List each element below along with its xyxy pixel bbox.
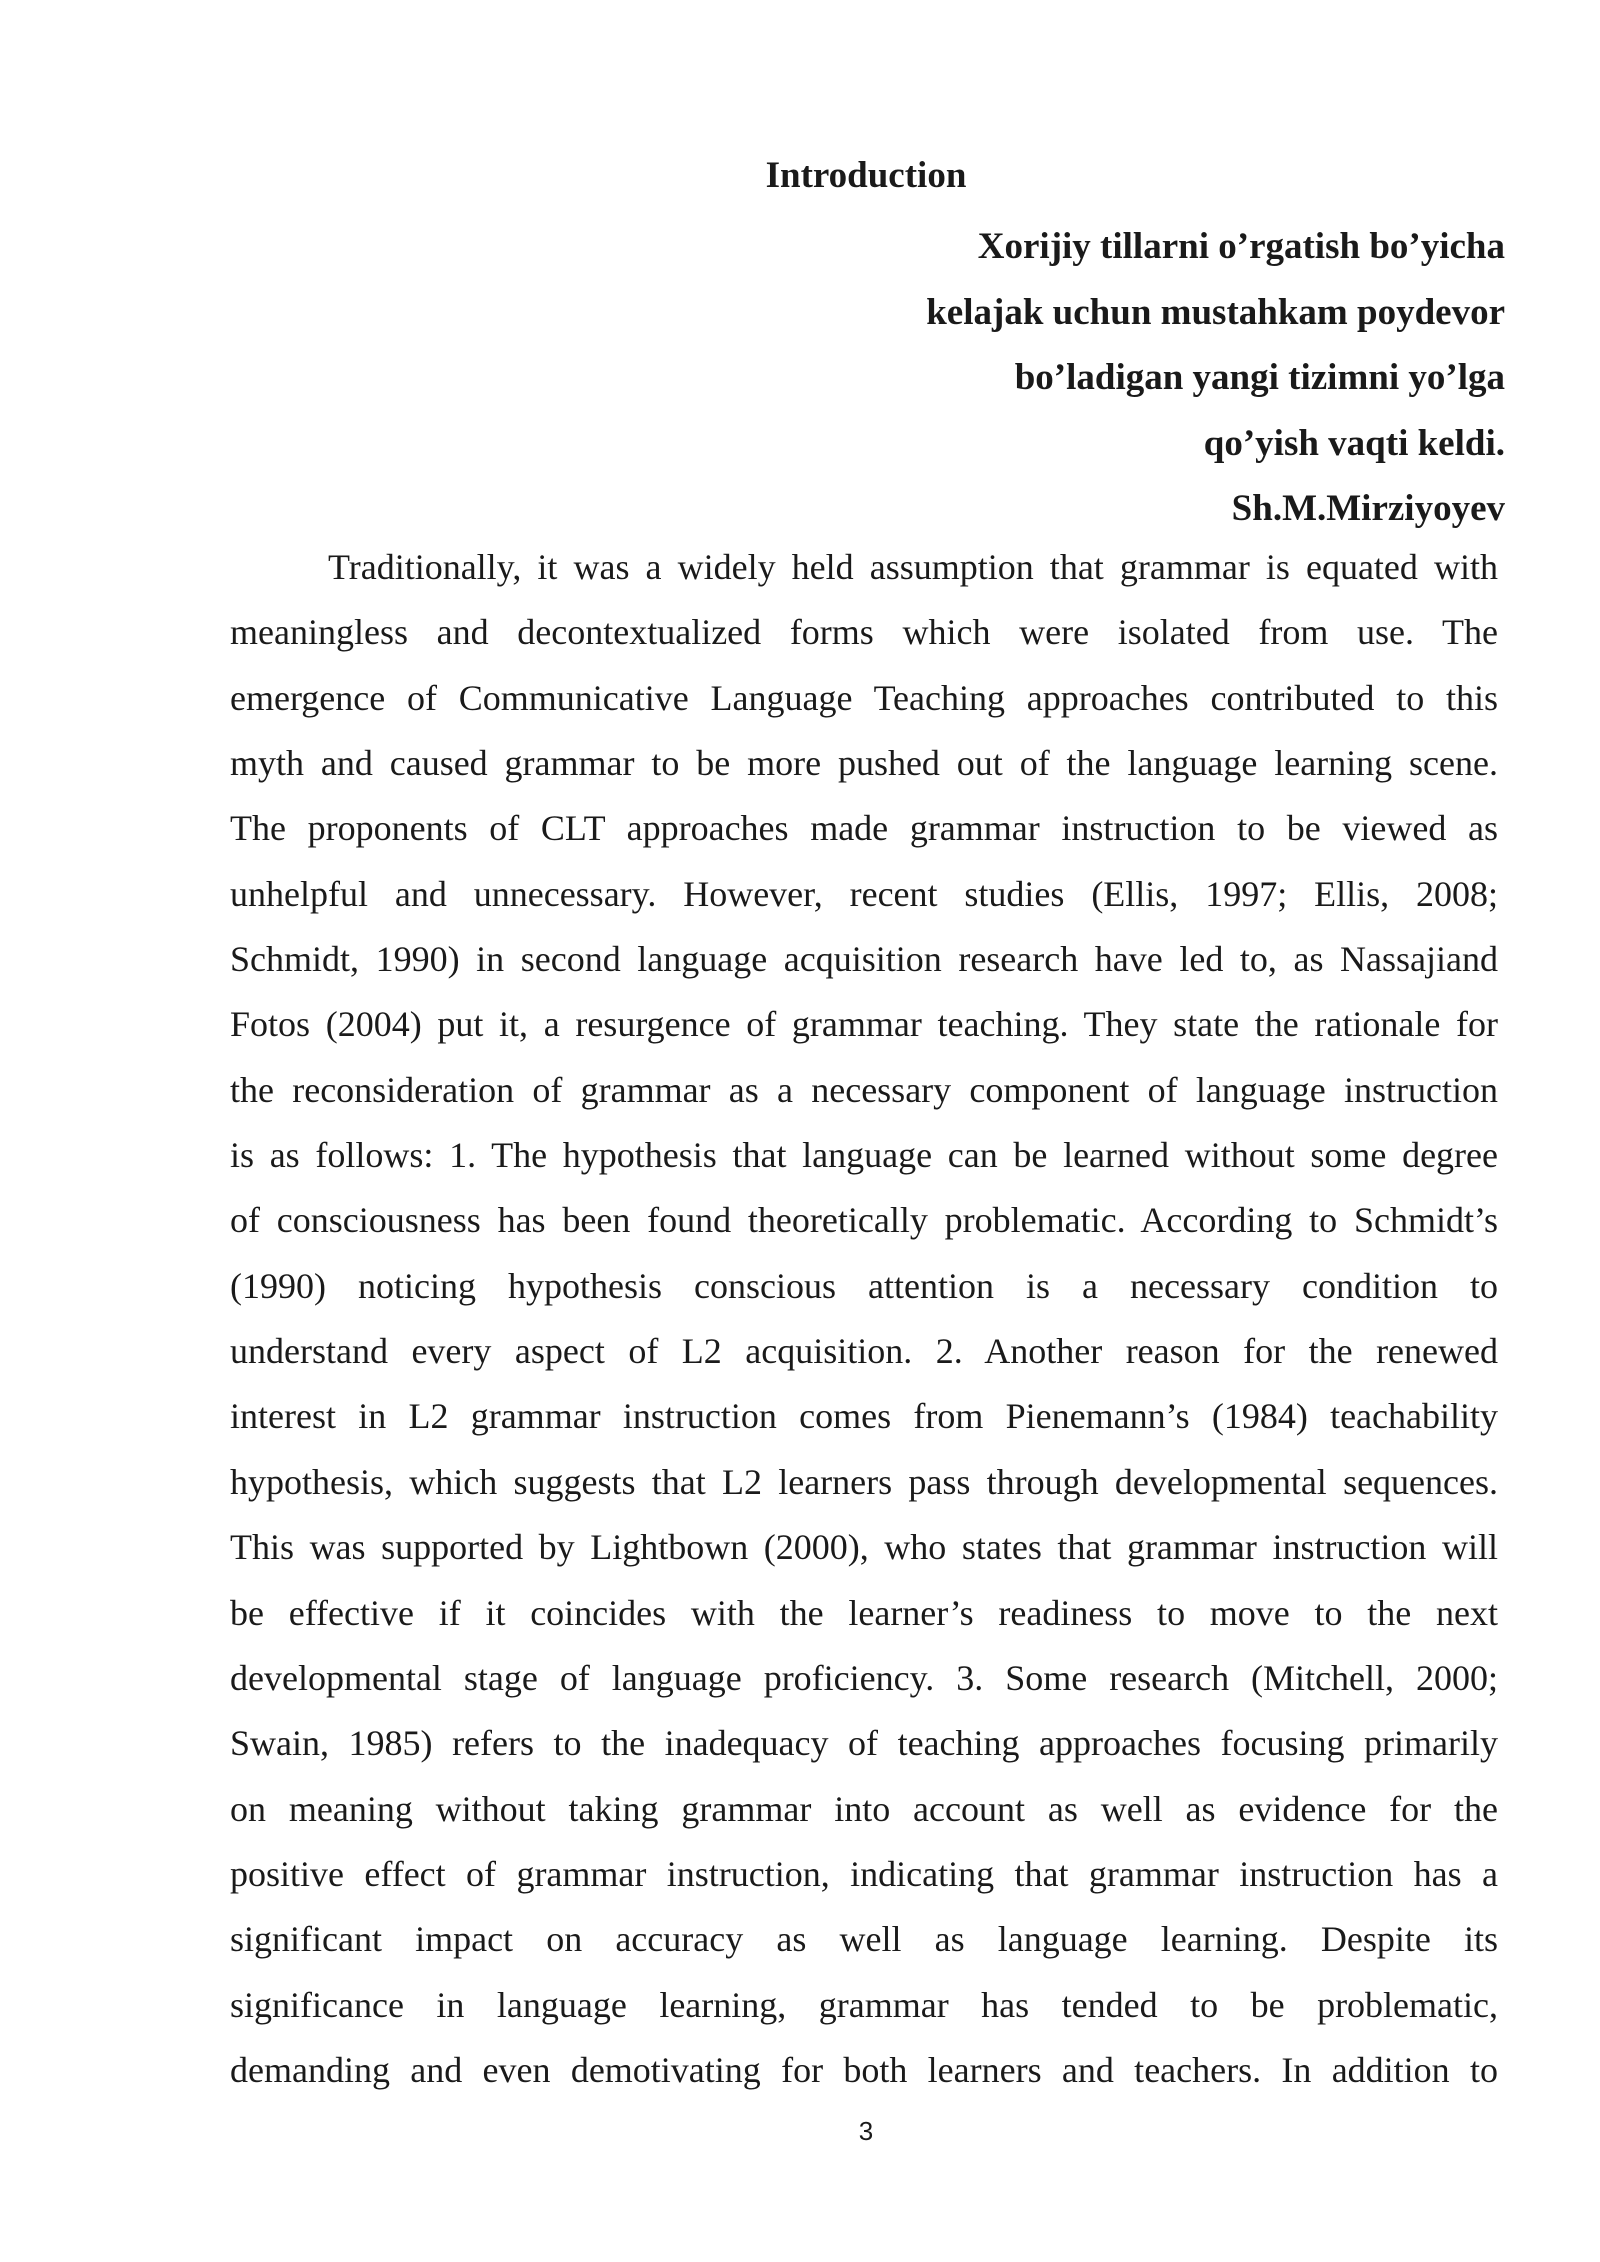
paragraph-line: unhelpful and unnecessary. However, recent studies (Ellis, 1997; Ellis, 2008; [230, 873, 1498, 914]
paragraph-line: the reconsideration of grammar as a necessary component of language instruction [230, 1069, 1498, 1110]
paragraph-line: myth and caused grammar to be more pushed out of the language learning scene. [230, 743, 1498, 784]
paragraph-line: significance in language learning, grammar has tended to be problematic, [230, 1984, 1498, 2025]
page-number: 3 [858, 2116, 874, 2146]
epigraph-author: Sh.M.Mirziyoyev [1231, 488, 1505, 529]
epigraph-line: bo’ladigan yangi tizimni yo’lga [1014, 357, 1505, 398]
page-title: Introduction [765, 155, 967, 196]
paragraph-line: on meaning without taking grammar into account as well as evidence for the [230, 1788, 1498, 1829]
paragraph-line: is as follows: 1. The hypothesis that language can be learned without some degree [230, 1135, 1498, 1176]
epigraph-line: Xorijiy tillarni o’rgatish bo’yicha [977, 226, 1505, 267]
paragraph-line: This was supported by Lightbown (2000), who states that grammar instruction will [230, 1527, 1498, 1568]
paragraph-line: developmental stage of language proficiency. 3. Some research (Mitchell, 2000; [230, 1657, 1498, 1698]
paragraph-line: The proponents of CLT approaches made grammar instruction to be viewed as [230, 808, 1498, 849]
paragraph-line: demanding and even demotivating for both learners and teachers. In addition to [230, 2049, 1498, 2090]
paragraph-line: be effective if it coincides with the learner’s readiness to move to the next [230, 1592, 1498, 1633]
body-paragraph [230, 535, 1498, 2103]
epigraph-line: kelajak uchun mustahkam poydevor [926, 291, 1505, 333]
epigraph [605, 214, 1505, 542]
paragraph-line: positive effect of grammar instruction, indicating that grammar instruction has a [230, 1853, 1498, 1894]
epigraph-line: qo’yish vaqti keldi. [1203, 422, 1505, 464]
paragraph-line: significant impact on accuracy as well as language learning. Despite its [230, 1919, 1498, 1960]
paragraph-line: interest in L2 grammar instruction comes from Pienemann’s (1984) teachability [230, 1396, 1498, 1437]
paragraph-line: emergence of Communicative Language Teaching approaches contributed to this [230, 677, 1498, 718]
paragraph-line: understand every aspect of L2 acquisition. 2. Another reason for the renewed [230, 1331, 1498, 1372]
paragraph-line: of consciousness has been found theoretically problematic. According to Schmidt’s [230, 1200, 1498, 1241]
paragraph-line: hypothesis, which suggests that L2 learners pass through developmental sequences. [230, 1461, 1498, 1502]
paragraph-line: meaningless and decontextualized forms which were isolated from use. The [230, 612, 1498, 653]
paragraph-line: Swain, 1985) refers to the inadequacy of teaching approaches focusing primarily [230, 1723, 1498, 1764]
paragraph-line: Traditionally, it was a widely held assumption that grammar is equated with [328, 547, 1498, 587]
paragraph-line: Fotos (2004) put it, a resurgence of grammar teaching. They state the rationale for [230, 1004, 1498, 1045]
paragraph-line: (1990) noticing hypothesis conscious attention is a necessary condition to [230, 1265, 1498, 1306]
paragraph-line: Schmidt, 1990) in second language acquisition research have led to, as Nassajiand [230, 939, 1498, 980]
